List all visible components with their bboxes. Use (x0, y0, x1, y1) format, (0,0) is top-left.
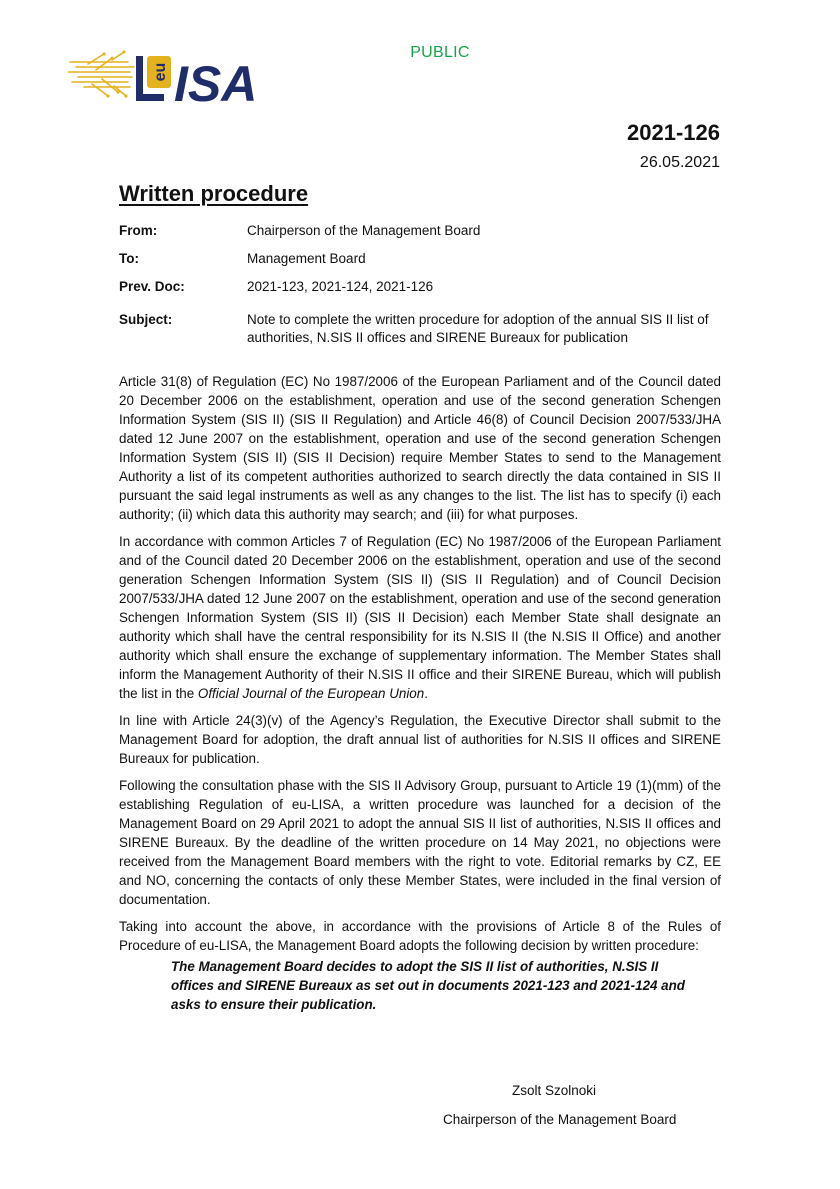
prev-doc-label: Prev. Doc: (119, 279, 185, 294)
subject-row (119, 311, 721, 347)
svg-text:eu: eu (152, 62, 169, 82)
eu-lisa-logo (68, 48, 283, 108)
paragraph-article-7 (119, 532, 721, 703)
prev-doc-row (119, 278, 721, 296)
document-body (119, 372, 721, 1014)
subject-value: Note to complete the written procedure for adoption of the annual SIS II list of authorities, N.SIS II offices and SIRENE Bureaux for publication (247, 312, 709, 345)
from-row (119, 222, 721, 240)
board-decision: The Management Board decides to adopt the SIS II list of authorities, N.SIS II offices and SIRENE Bureaux as set out in documents 2021-123 and 2021-124 and asks to ensure their publication. (171, 959, 685, 1012)
from-value: Chairperson of the Management Board (247, 223, 481, 238)
page-title: Written procedure (119, 181, 309, 206)
to-row (119, 250, 721, 268)
signatory-title: Chairperson of the Management Board (443, 1112, 677, 1127)
paragraph-consultation: Following the consultation phase with the SIS II Advisory Group, pursuant to Article 19 (1)(mm) of the establishing Regulation of eu-LISA, a written procedure was launched for a decision of the Management Board on 29 April 2021 to adopt the annual SIS II list of authorities, N.SIS II offices and SIRENE Bureaux. By the deadline of the written procedure on 14 May 2021, no objections were received from the Management Board members with the right to vote. Editorial remarks by CZ, EE and NO, concerning the contacts of only these Member States, were included in the final version of documentation. (119, 778, 721, 907)
svg-text:ISA: ISA (174, 56, 258, 108)
prev-doc-value: 2021-123, 2021-124, 2021-126 (247, 279, 434, 294)
paragraph-article-31: Article 31(8) of Regulation (EC) No 1987/2006 of the European Parliament and of the Council dated 20 December 2006 on the establishment, operation and use of the second generation Schengen Information System (SIS II) (SIS II Regulation) and Article 46(8) of Council Decision 2007/533/JHA dated 12 June 2007 on the establishment, operation and use of the second generation Schengen Information System (SIS II) (SIS II Decision) require Member States to send to the Management Authority a list of its competent authorities authorized to search directly the data contained in SIS II pursuant the said legal instruments as well as any changes to the list. The list has to specify (i) each authority; (ii) which data this authority may search; and (iii) for what purposes. (119, 374, 721, 522)
signatory-name: Zsolt Szolnoki (512, 1083, 597, 1098)
classification-label: PUBLIC (410, 44, 470, 61)
paragraph-rules-of-procedure: Taking into account the above, in accordance with the provisions of Article 8 of the Rules of Procedure of eu-LISA, the Management Board adopts the following decision by written procedure: (119, 919, 721, 953)
document-metadata (119, 222, 721, 347)
to-label: To: (119, 251, 139, 266)
paragraph-article-7-text: In accordance with common Articles 7 of Regulation (EC) No 1987/2006 of the European Parliament and of the Council dated 20 December 2006 on the establishment, operation and use of the second generation Schengen Information System (SIS II) (SIS II Regulation) and of Council Decision 2007/533/JHA dated 12 June 2007 on the establishment, operation and use of the second generation Schengen Information System (SIS II) (SIS II Decision) each Member State shall designate an authority which shall have the central responsibility for its N.SIS II (the N.SIS II Office) and another authority which shall ensure the exchange of supplementary information. The Member States shall inform the Management Authority of their N.SIS II office and their SIRENE Bureau, which will publish the list in the (119, 534, 721, 701)
subject-label: Subject: (119, 312, 173, 327)
paragraph-article-7-end: . (424, 686, 428, 701)
document-date: 26.05.2021 (639, 154, 720, 171)
to-value: Management Board (247, 251, 366, 266)
official-journal-reference: Official Journal of the European Union (197, 686, 425, 701)
paragraph-article-24: In line with Article 24(3)(v) of the Agency’s Regulation, the Executive Director shall submit to the Management Board for adoption, the draft annual list of authorities for N.SIS II offices and SIRENE Bureaux for publication. (119, 713, 721, 766)
from-label: From: (119, 223, 158, 238)
document-number: 2021-126 (627, 120, 720, 145)
